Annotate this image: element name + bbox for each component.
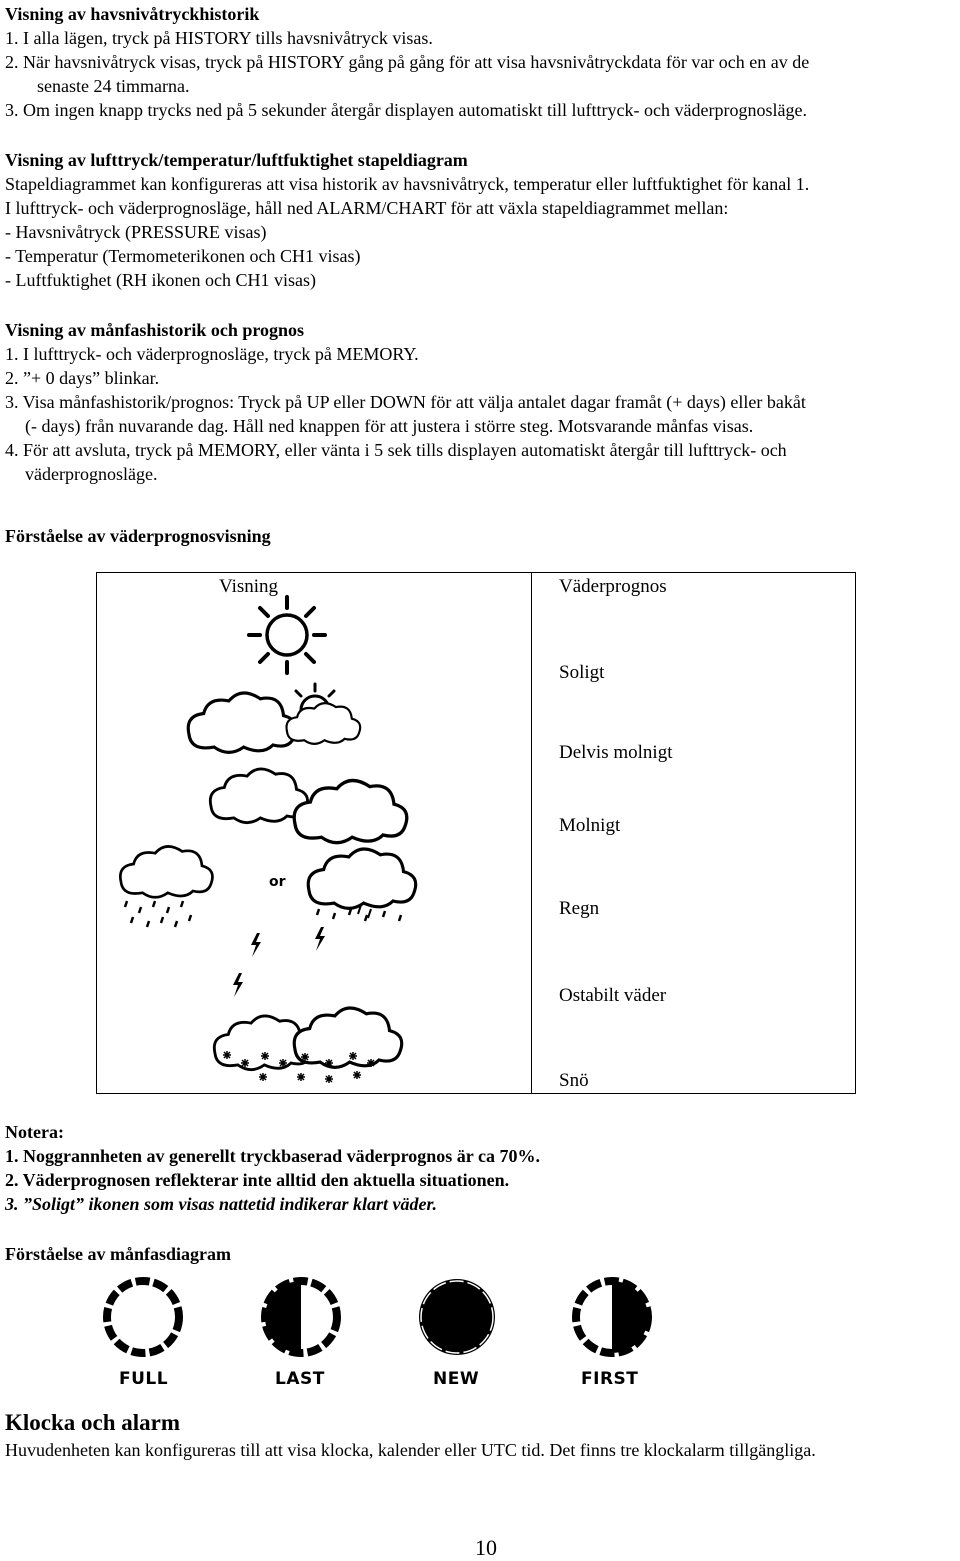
bar-chart-heading: Visning av lufttryck/temperatur/luftfuktighet stapeldiagram — [5, 150, 468, 170]
forecast-label-cloudy: Molnigt — [559, 815, 621, 836]
or-text: or — [269, 874, 286, 890]
moon-full-icon — [107, 1281, 179, 1353]
moon-history-line-5: 4. För att avsluta, tryck på MEMORY, eller vänta i 5 sek tills displayen automatiskt återgår till lufttryck- och — [5, 440, 787, 460]
forecast-table — [96, 572, 856, 1094]
column-header-display: Visning — [219, 576, 279, 597]
forecast-heading: Förståelse av väderprognosvisning — [5, 526, 271, 546]
moon-history-line-1: 1. I lufttryck- och väderprognosläge, tryck på MEMORY. — [5, 344, 419, 364]
bar-chart-line-5: - Luftfuktighet (RH ikonen och CH1 visas) — [5, 270, 316, 290]
forecast-label-rain: Regn — [559, 898, 600, 919]
moon-label-new: NEW — [433, 1369, 480, 1389]
notes-heading: Notera: — [5, 1122, 64, 1142]
moon-history-line-2: 2. ”+ 0 days” blinkar. — [5, 368, 160, 388]
moon-phase-diagram — [97, 1275, 697, 1395]
moon-history-section — [5, 318, 806, 486]
notes-section — [5, 1120, 540, 1216]
moon-label-first: FIRST — [581, 1369, 639, 1389]
forecast-label-unstable: Ostabilt väder — [559, 985, 667, 1006]
moon-history-line-4: (- days) från nuvarande dag. Håll ned knappen för att justera i större steg. Motsvarande månfas visas. — [25, 416, 754, 436]
rain-icon — [120, 846, 415, 927]
bar-chart-line-2: I lufttryck- och väderprognosläge, håll ned ALARM/CHART för att växla stapeldiagrammet mellan: — [5, 198, 729, 218]
forecast-label-snow: Snö — [559, 1070, 589, 1091]
storm-icon — [233, 927, 325, 997]
moon-label-last: LAST — [275, 1369, 325, 1389]
snow-icon — [214, 1008, 401, 1083]
bar-chart-line-4: - Temperatur (Termometerikonen och CH1 visas) — [5, 246, 361, 266]
moon-first-icon — [576, 1281, 648, 1353]
note-2: 2. Väderprognosen reflekterar inte alltid den aktuella situationen. — [5, 1170, 510, 1190]
history-section — [5, 2, 809, 122]
history-line-3: senaste 24 timmarna. — [37, 76, 190, 96]
moon-history-heading: Visning av månfashistorik och prognos — [5, 320, 305, 340]
moon-new-icon — [419, 1279, 495, 1355]
note-3: 3. ”Soligt” ikonen som visas nattetid indikerar klart väder. — [5, 1194, 438, 1214]
moon-history-line-3: 3. Visa månfashistorik/prognos: Tryck på UP eller DOWN för att välja antalet dagar framåt (+ days) eller bakåt — [5, 392, 806, 412]
column-header-forecast: Väderprognos — [559, 576, 667, 597]
forecast-label-sunny: Soligt — [559, 662, 605, 683]
cloudy-icon — [210, 769, 406, 843]
history-line-1: 1. I alla lägen, tryck på HISTORY tills havsnivåtryck visas. — [5, 28, 433, 48]
partly-cloudy-icon — [188, 684, 360, 752]
note-1: 1. Noggrannheten av generellt tryckbaserad väderprognos är ca 70%. — [5, 1146, 540, 1166]
history-line-4: 3. Om ingen knapp trycks ned på 5 sekunder återgår displayen automatiskt till lufttryck- och väderprognosläge. — [5, 100, 807, 120]
page-number: 10 — [475, 1535, 497, 1560]
history-line-2: 2. När havsnivåtryck visas, tryck på HISTORY gång på gång för att visa havsnivåtryckdata för var och en av de — [5, 52, 810, 72]
history-heading: Visning av havsnivåtryckhistorik — [5, 4, 260, 24]
bar-chart-section — [5, 148, 809, 292]
table-divider — [531, 573, 532, 1093]
moon-phase-heading: Förståelse av månfasdiagram — [5, 1244, 231, 1264]
moon-label-full: FULL — [119, 1369, 169, 1389]
sun-icon — [249, 597, 325, 673]
moon-phase-icons — [97, 1275, 697, 1365]
clock-heading: Klocka och alarm — [5, 1410, 181, 1435]
moon-history-line-6: väderprognosläge. — [25, 464, 158, 484]
forecast-label-partly-cloudy: Delvis molnigt — [559, 742, 673, 763]
moon-last-icon — [265, 1281, 337, 1353]
forecast-icons — [97, 573, 531, 1093]
clock-text: Huvudenheten kan konfigureras till att visa klocka, kalender eller UTC tid. Det finns tre klockalarm tillgängliga. — [5, 1440, 816, 1460]
bar-chart-line-3: - Havsnivåtryck (PRESSURE visas) — [5, 222, 267, 242]
bar-chart-line-1: Stapeldiagrammet kan konfigureras att visa historik av havsnivåtryck, temperatur eller luftfuktighet för kanal 1. — [5, 174, 810, 194]
